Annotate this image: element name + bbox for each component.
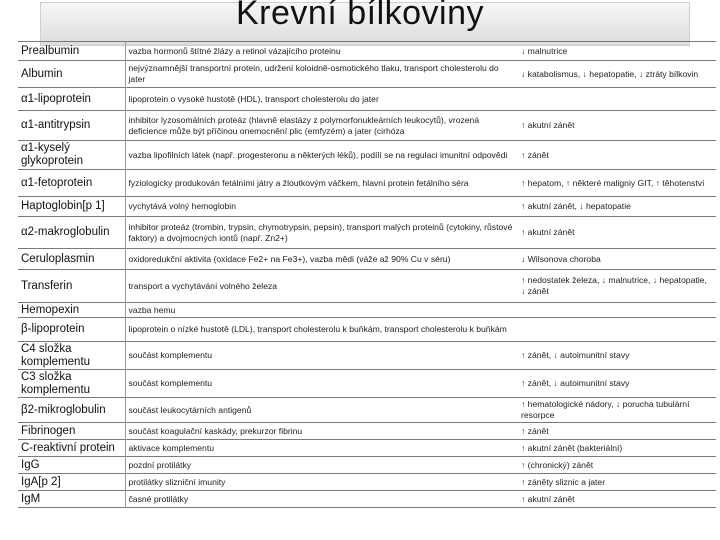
protein-function: součást komplementu bbox=[125, 370, 518, 398]
protein-function: lipoprotein o vysoké hustotě (HDL), transport cholesterolu do jater bbox=[125, 88, 518, 111]
protein-function: časné protilátky bbox=[125, 491, 518, 508]
table-row bbox=[18, 370, 716, 398]
protein-function: vazba hemu bbox=[125, 303, 518, 318]
protein-name: Hemopexin bbox=[21, 303, 80, 316]
table-row bbox=[18, 423, 716, 440]
table-row bbox=[18, 88, 716, 111]
protein-name: Prealbumin bbox=[21, 44, 80, 57]
protein-name: Fibrinogen bbox=[21, 424, 76, 437]
table-row bbox=[18, 342, 716, 370]
table-row bbox=[18, 440, 716, 457]
clinical-note: ↑ zánět, ↓ autoimunitní stavy bbox=[521, 378, 630, 388]
protein-function: inhibitor lyzosomálních proteáz (hlavně elastázy z polymorfonukleárních leukocytů), vrozená deficience může být příčinou onemocnění plic (emfyzém) a jater (cirhóza bbox=[125, 111, 518, 141]
protein-name: α2-makroglobulin bbox=[21, 226, 110, 238]
table-row bbox=[18, 303, 716, 318]
table-row bbox=[18, 270, 716, 303]
protein-function: transport a vychytávání volného železa bbox=[125, 270, 518, 303]
clinical-note: ↑ akutní zánět (bakteriální) bbox=[521, 442, 623, 453]
table-row bbox=[18, 318, 716, 342]
protein-function: fyziologicky produkován fetálními játry a žloutkovým váčkem, hlavní protein fetálního séra bbox=[125, 170, 518, 197]
clinical-note: ↑ zánět bbox=[521, 425, 549, 436]
proteins-table bbox=[18, 41, 716, 508]
table-row bbox=[18, 491, 716, 508]
table-row bbox=[18, 398, 716, 423]
protein-function: protilátky slizniční imunity bbox=[125, 474, 518, 491]
protein-function: vazba hormonů štítné žlázy a retinol vázajícího proteinu bbox=[125, 42, 518, 61]
clinical-note: ↑ akutní zánět, ↓ hepatopatie bbox=[521, 201, 631, 211]
protein-name: α1-kyselý glykoprotein bbox=[21, 142, 84, 167]
clinical-note: ↑ zánět, ↓ autoimunitní stavy bbox=[521, 350, 630, 360]
protein-function: pozdní protilátky bbox=[125, 457, 518, 474]
clinical-note: ↓ katabolismus, ↓ hepatopatie, ↓ ztráty bílkovin bbox=[521, 68, 699, 79]
clinical-note: ↑ akutní zánět bbox=[521, 493, 575, 504]
table-row bbox=[18, 170, 716, 197]
protein-function: nejvýznamnější transportní protein, udržení koloidně-osmotického tlaku, transport cholesterolu do jater bbox=[125, 61, 518, 88]
protein-name: Ceruloplasmin bbox=[21, 252, 95, 265]
protein-name: α1-fetoprotein bbox=[21, 176, 93, 189]
clinical-note: ↑ akutní zánět bbox=[521, 120, 575, 130]
protein-name: β-lipoprotein bbox=[21, 323, 85, 335]
protein-function: součást komplementu bbox=[125, 342, 518, 370]
table-row bbox=[18, 61, 716, 88]
protein-function: aktivace komplementu bbox=[125, 440, 518, 457]
clinical-note: ↑ (chronický) zánět bbox=[521, 459, 594, 470]
protein-name: β2-mikroglobulin bbox=[21, 403, 106, 416]
table-row bbox=[18, 197, 716, 217]
table-row bbox=[18, 42, 716, 61]
protein-name: Transferin bbox=[21, 279, 73, 292]
protein-function: inhibitor proteáz (trombin, trypsin, chymotrypsin, pepsin), transport malých proteinů (cytokiny, růstové faktory) a dvojmocných iontů (např. Zn2+) bbox=[125, 217, 518, 249]
protein-name: C4 složka komplementu bbox=[21, 342, 91, 368]
clinical-note: ↑ hematologické nádory, ↓ porucha tubulární resorpce bbox=[521, 399, 690, 420]
clinical-note: ↑ zánět bbox=[521, 149, 549, 160]
table-row bbox=[18, 141, 716, 170]
protein-name: C-reaktivní protein bbox=[21, 441, 115, 454]
protein-name: α1-antitrypsin bbox=[21, 119, 91, 131]
protein-name: Haptoglobin[p 1] bbox=[21, 200, 105, 212]
clinical-note bbox=[518, 318, 716, 342]
protein-name: IgG bbox=[21, 458, 40, 471]
protein-function: vychytává volný hemoglobin bbox=[125, 197, 518, 217]
table-row bbox=[18, 457, 716, 474]
clinical-note: ↑ hepatom, ↑ některé maligniy GIT, ↑ těhotenství bbox=[521, 177, 705, 188]
clinical-note: ↓ malnutrice bbox=[521, 45, 568, 56]
clinical-note: ↑ záněty sliznic a jater bbox=[521, 476, 606, 487]
protein-name: IgM bbox=[21, 492, 41, 505]
clinical-note bbox=[518, 88, 716, 111]
protein-function: lipoprotein o nízké hustotě (LDL), transport cholesterolu k buňkám, transport cholesterolu k buňkám bbox=[125, 318, 518, 342]
table-row bbox=[18, 249, 716, 270]
clinical-note: ↑ akutní zánět bbox=[521, 227, 575, 237]
clinical-note bbox=[518, 303, 716, 318]
protein-function: součást leukocytárních antigenů bbox=[125, 398, 518, 423]
protein-name: α1-lipoprotein bbox=[21, 92, 91, 105]
protein-name: IgA[p 2] bbox=[21, 475, 61, 488]
clinical-note: ↑ nedostatek železa, ↓ malnutrice, ↓ hepatopatie, ↓ zánět bbox=[521, 275, 707, 296]
protein-function: součást koagulační kaskády, prekurzor fibrinu bbox=[125, 423, 518, 440]
protein-name: C3 složka komplementu bbox=[21, 370, 91, 396]
page-title: Krevní bílkoviny bbox=[236, 0, 484, 32]
protein-name: Albumin bbox=[21, 67, 63, 80]
table-row bbox=[18, 217, 716, 249]
protein-function: oxidoredukční aktivita (oxidace Fe2+ na Fe3+), vazba mědi (váže až 90% Cu v séru) bbox=[125, 249, 518, 270]
protein-function: vazba lipofilních látek (např. progesteronu a některých léků), podílí se na regulaci imunitní odpovědi bbox=[125, 141, 518, 170]
clinical-note: ↓ Wilsonova choroba bbox=[521, 253, 601, 264]
table-row bbox=[18, 111, 716, 141]
table-row bbox=[18, 474, 716, 491]
